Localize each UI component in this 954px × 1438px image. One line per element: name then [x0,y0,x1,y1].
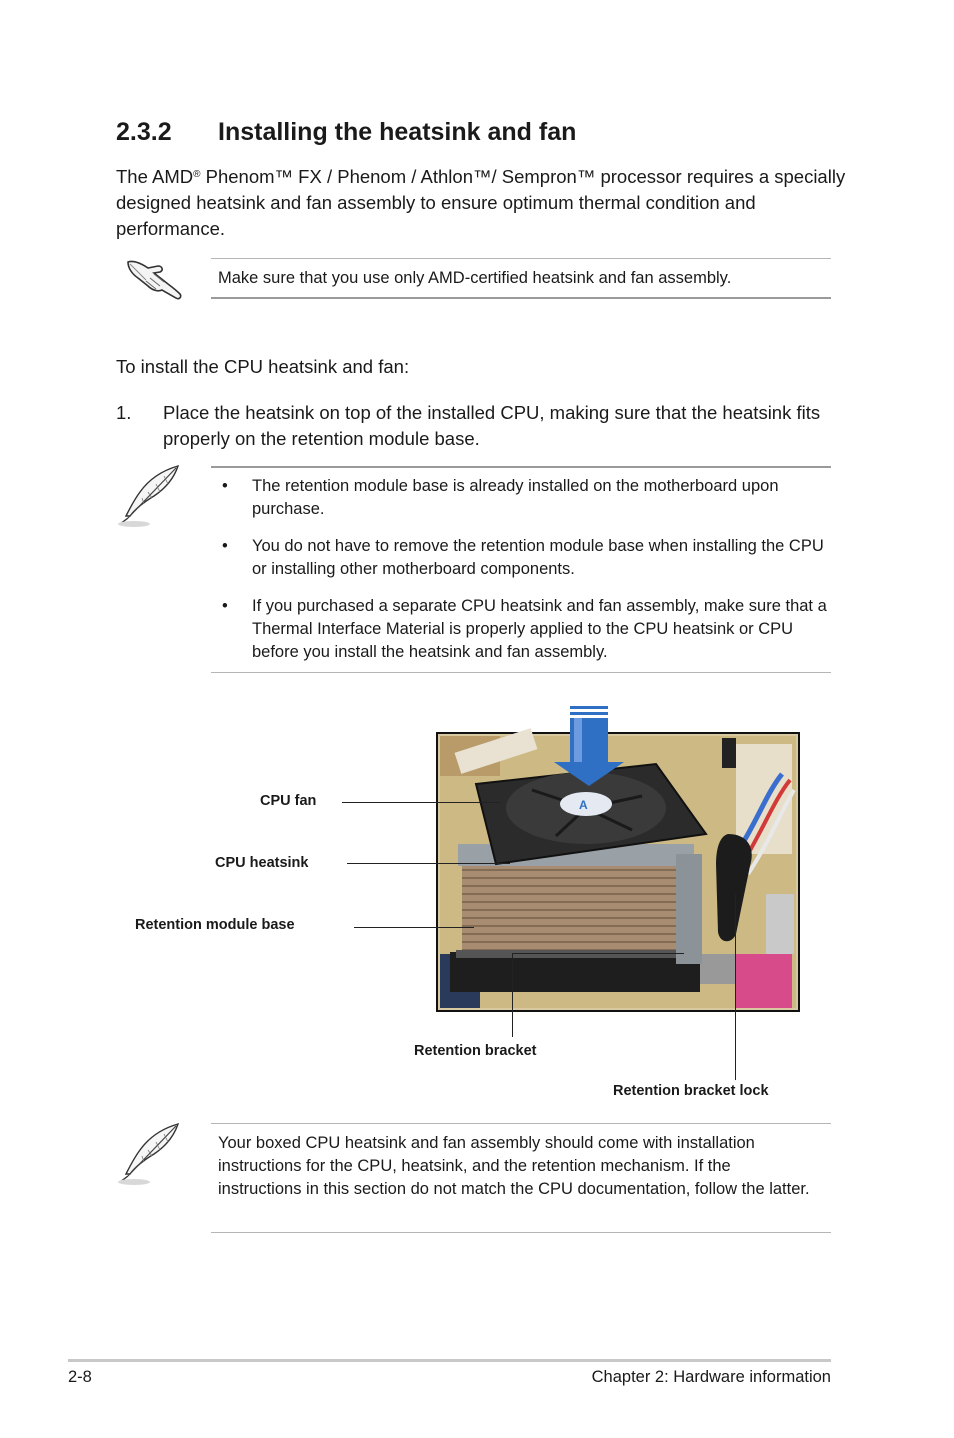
step-text: Place the heatsink on top of the installed CPU, making sure that the heatsink fits properly on the retention module base. [163,402,821,449]
chapter-title: Chapter 2: Hardware information [591,1368,831,1386]
section-heading [116,118,576,147]
svg-text:A: A [579,798,588,812]
label-retention-bracket-lock: Retention bracket lock [613,1083,769,1099]
label-cpu-fan: CPU fan [260,793,317,809]
retention-bracket-callout-h [512,953,684,954]
retention-lock-callout-line [735,894,736,1080]
retention-bracket-callout-v [512,953,513,1037]
retention-base-callout-line [354,927,474,928]
cpu-heatsink-callout-line [347,863,510,864]
procedure-intro: To install the CPU heatsink and fan: [116,356,410,377]
feather-pen-icon [114,464,182,533]
final-note-bottom-rule [211,1232,831,1233]
heatsink-figure [436,704,800,1017]
label-cpu-heatsink: CPU heatsink [215,855,309,871]
section-number: 2.3.2 [116,118,172,146]
final-note-top-rule [211,1123,831,1124]
label-retention-bracket: Retention bracket [414,1043,537,1059]
feather-pen-icon [114,1122,182,1191]
footer-rule [68,1359,831,1362]
page-number: 2-8 [68,1368,92,1386]
label-retention-module-base: Retention module base [135,917,295,933]
warning-top-rule [211,258,831,259]
final-note-text: Your boxed CPU heatsink and fan assembly should come with installation instructions for the CPU, heatsink, and the retention mechanism. If the instructions in this section do not match the CPU documentation, follow the latter. [218,1134,810,1198]
intro-paragraph: The AMD® Phenom™ FX / Phenom / Athlon™/ Sempron™ processor requires a specially designed heatsink and fan assembly to ensure optimum thermal condition and performance. [116,166,846,239]
note-bullet-list [218,475,834,678]
note-bottom-rule [211,672,831,673]
cpu-fan-callout-line [342,802,500,803]
list-item: • If you purchased a separate CPU heatsink and fan assembly, make sure that a Thermal Interface Material is properly applied to the CPU heatsink or CPU before you install the heatsink and fan assembly. [222,597,827,661]
warning-bottom-rule [211,297,831,299]
list-item: • You do not have to remove the retention module base when installing the CPU or installing other motherboard components. [222,537,824,578]
section-title: Installing the heatsink and fan [218,118,577,146]
pointing-hand-icon [124,254,186,307]
note-top-rule [211,466,831,468]
warning-note-text: Make sure that you use only AMD-certified heatsink and fan assembly. [218,269,732,287]
list-item: • The retention module base is already installed on the motherboard upon purchase. [222,477,779,518]
step-number: 1. [116,402,132,423]
